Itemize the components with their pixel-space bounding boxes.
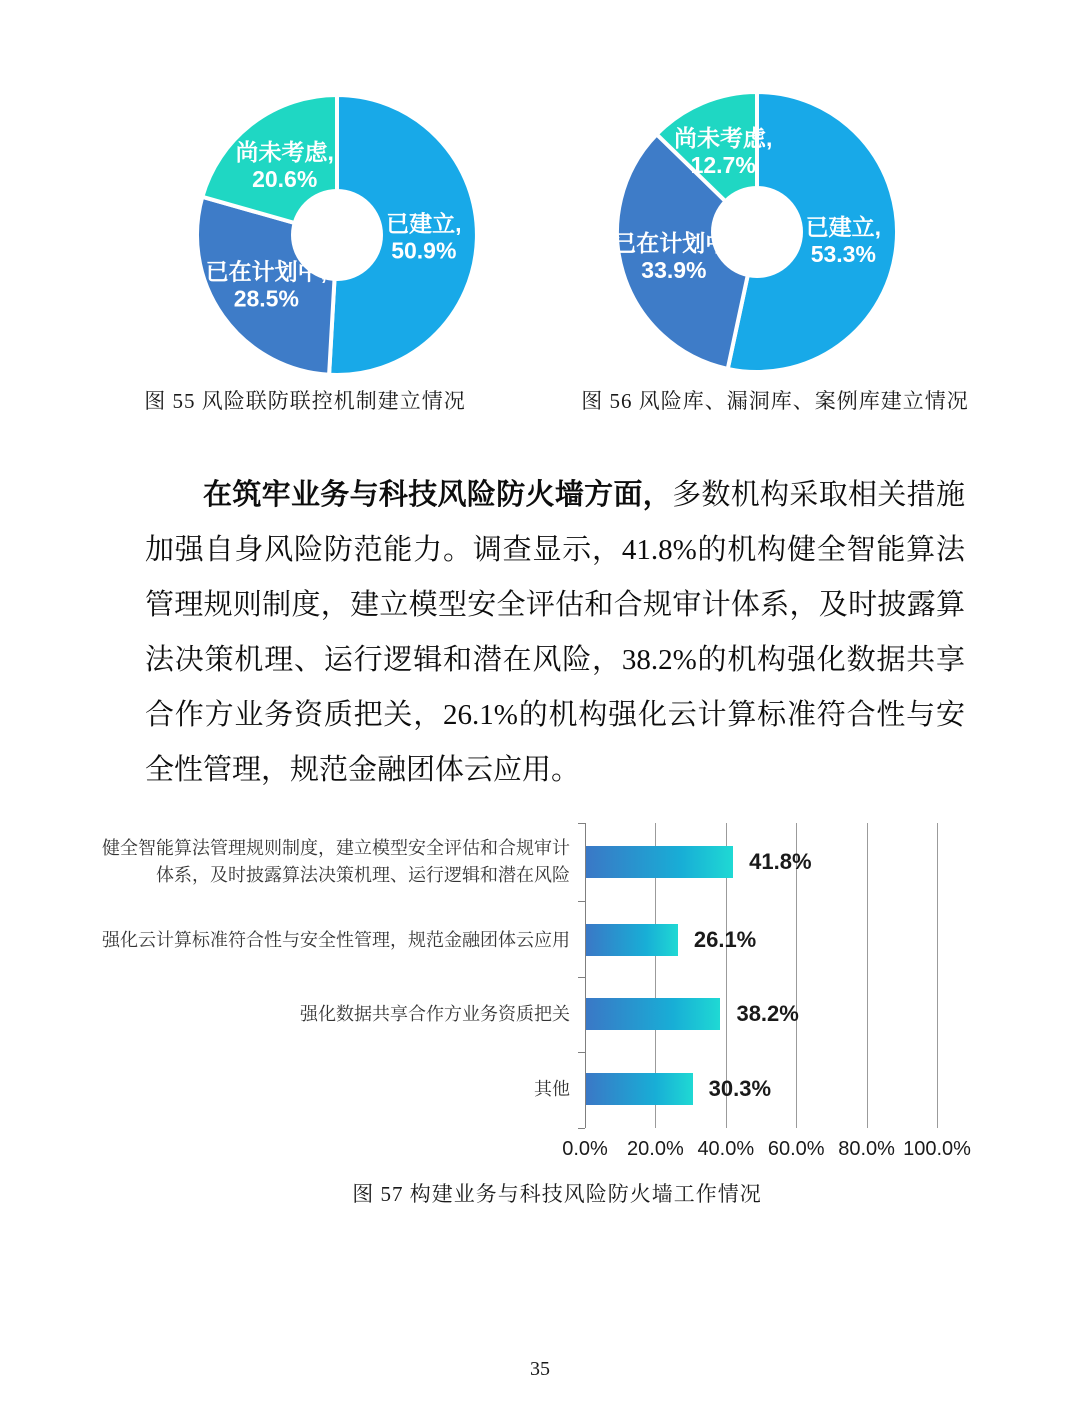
x-axis-tick-label: 20.0% [627,1138,684,1160]
figure-57-caption: 图 57 构建业务与科技风险防火墙工作情况 [352,1182,762,1206]
paragraph-rest: 多数机构采取相关措施加强自身风险防范能力。调查显示，41.8%的机构健全智能算法管理规则制度，建立模型安全评估和合规审计体系，及时披露算法决策机理、运行逻辑和潜在风险，38.2%的机构强化数据共享合作方业务资质把关，26.1%的机构强化云计算标准符合性与安全性管理，规范金融团体云应用。 [145,479,965,786]
x-axis-tick-label: 40.0% [697,1138,755,1160]
pie-slice-label: 尚未考虑, 12.7% [674,125,773,178]
bar [586,1073,693,1105]
y-axis-tick [578,901,585,902]
bar-value-label: 26.1% [693,927,757,952]
bar-value-label: 41.8% [749,849,812,874]
grid-line [867,823,868,1128]
figure-55-caption: 图 55 风险联防联控机制建立情况 [144,389,466,413]
y-axis-tick [578,1052,585,1053]
bar-category-label: 强化云计算标准符合性与安全性管理，规范金融团体云应用 [102,929,570,950]
bar-value-label: 38.2% [736,1001,799,1026]
bar-category-label: 健全智能算法管理规则制度，建立模型安全评估和合规审计体系，及时披露算法决策机理、运行逻辑和潜在风险 [102,838,570,885]
figure-56-caption: 图 56 风险库、漏洞库、案例库建立情况 [581,389,969,413]
pie-slice-label: 尚未考虑, 20.6% [235,138,334,192]
y-axis-tick [578,1128,585,1129]
bar [586,998,720,1030]
bar-category-label: 强化数据共享合作方业务资质把关 [300,1003,570,1024]
x-axis-tick-label: 60.0% [767,1138,825,1160]
bar-value-label: 30.3% [708,1076,772,1101]
bar [586,924,678,956]
pie-slice-label: 已建立, 50.9% [386,210,462,264]
y-axis-tick [578,823,585,824]
donut-svg [177,75,497,395]
body-paragraph [145,468,965,798]
donut-svg [597,72,917,392]
donut-chart-risk-library [597,72,917,392]
bar [586,846,733,878]
x-axis-tick-label: 0.0% [562,1138,608,1160]
pie-slice-label: 已建立, 53.3% [805,214,881,268]
pie-slice-label: 已在计划中, 33.9% [613,230,735,284]
paragraph-lead-bold: 在筑牢业务与科技风险防火墙方面， [203,479,673,511]
donut-chart-risk-joint-control [177,75,497,395]
bar-category-label: 其他 [534,1078,570,1099]
x-axis-tick-label: 100.0% [903,1138,971,1160]
pie-slice-label: 已在计划中, 28.5% [205,258,327,312]
page-number: 35 [530,1358,550,1380]
horizontal-bar-chart-firewall [100,818,1000,1170]
x-axis-tick-label: 80.0% [838,1138,895,1160]
y-axis-tick [578,977,585,978]
grid-line [937,823,938,1128]
